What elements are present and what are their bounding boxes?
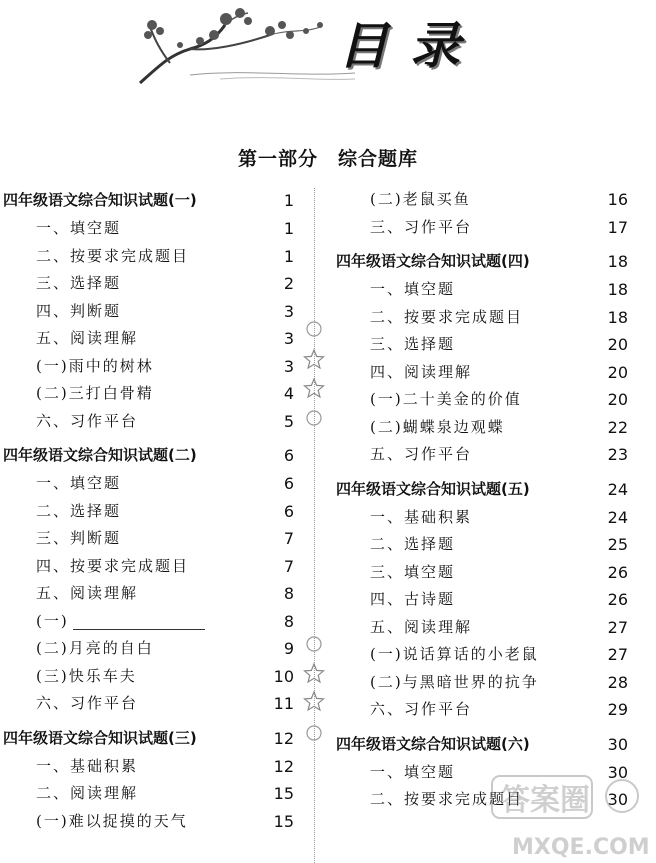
toc-page-number: 9 [283,639,294,658]
toc-entry-row[interactable] [334,504,628,532]
toc-entry-row[interactable] [334,214,628,242]
page-header [0,0,656,90]
toc-entry-title: (二)与黑暗世界的抗争 [370,672,539,691]
toc-section-title: 四年级语文综合知识试题(一) [3,191,197,209]
toc-section-row[interactable] [334,247,628,276]
toc-entry-row[interactable] [0,353,300,381]
toc-entry-title: 四、古诗题 [370,590,456,608]
toc-right-column [334,186,628,814]
toc-page-number: 11 [273,694,294,713]
page-title: 目录 [338,17,482,75]
toc-entry-row[interactable] [0,470,300,498]
toc-section-row[interactable] [334,730,628,759]
toc-entry-title: 四、阅读理解 [370,362,473,381]
toc-page-number: 1 [283,219,294,238]
star-ornament-icon [303,690,325,712]
toc-entry-title: 三、选择题 [36,274,122,292]
toc-entry-title: 一、填空题 [36,474,122,492]
toc-entry-row[interactable] [0,580,300,608]
toc-entry-title: 一、填空题 [36,219,122,237]
toc-entry-row[interactable] [334,586,628,614]
toc-section-title: 四年级语文综合知识试题(六) [336,734,530,753]
toc-page-number: 16 [607,190,628,209]
toc-entry-title: (一)说话算话的小老鼠 [370,645,539,663]
toc-entry-row[interactable] [0,498,300,526]
toc-entry-row[interactable] [334,414,628,442]
toc-entry-row[interactable] [0,780,300,808]
circle-ornament-icon [303,407,325,429]
toc-entry-row[interactable] [0,608,300,636]
toc-entry-row[interactable] [334,331,628,359]
toc-page-number: 1 [283,191,294,210]
toc-page-number: 3 [283,329,294,348]
toc-page-number: 3 [283,301,294,321]
part-heading: 第一部分 综合题库 [237,148,418,170]
toc-entry-title: (一)二十美金的价值 [370,390,522,408]
toc-page-number: 18 [607,280,628,299]
toc-entry-row[interactable] [0,690,300,718]
toc-page-number: 12 [273,756,294,776]
star-ornament-icon [303,348,325,370]
toc-entry-row[interactable] [334,696,628,724]
toc-entry-title: 一、填空题 [370,280,456,298]
toc-left-column [0,186,300,835]
toc-page-number: 27 [607,617,628,637]
toc-entry-title: 三、选择题 [370,335,456,353]
toc-section-title: 四年级语文综合知识试题(四) [336,252,530,270]
toc-entry-title: 四、判断题 [36,301,122,320]
toc-page-number: 30 [607,762,628,782]
toc-entry-title: (二)老鼠买鱼 [370,190,471,208]
toc-entry-title: 二、按要求完成题目 [36,246,190,265]
toc-page-number: 17 [607,217,628,237]
toc-section-title: 四年级语文综合知识试题(五) [336,479,530,498]
toc-section-row[interactable] [0,441,300,470]
toc-entry-title: 二、阅读理解 [36,784,139,802]
toc-page-number: 7 [283,556,294,576]
toc-section-title: 四年级语文综合知识试题(二) [3,446,197,464]
toc-entry-row[interactable] [334,386,628,414]
star-ornament-icon [303,377,325,399]
toc-entry-title: 二、选择题 [36,501,122,520]
toc-page-number: 2 [283,274,294,293]
toc-page-number: 15 [273,784,294,803]
toc-entry-title: (一) [36,611,69,630]
toc-entry-title: 一、基础积累 [36,756,139,775]
toc-page-number: 8 [283,584,294,603]
toc-page-number: 30 [607,734,628,754]
toc-page-number: 6 [283,446,294,465]
toc-entry-title: 四、按要求完成题目 [36,556,190,575]
circle-ornament-icon [303,633,325,655]
toc-entry-row[interactable] [334,559,628,587]
toc-page-number: 6 [283,501,294,521]
toc-entry-row[interactable] [334,441,628,469]
column-divider [314,188,315,863]
toc-page-number: 24 [607,507,628,527]
circle-ornament-icon [303,722,325,744]
toc-entry-title: 五、阅读理解 [36,329,139,347]
toc-entry-title: (二)月亮的自白 [36,639,154,657]
toc-entry-title: 六、习作平台 [36,411,139,430]
star-ornament-icon [303,662,325,684]
watermark-url: MXQE.COM [512,835,650,860]
toc-page-number: 20 [607,362,628,382]
toc-entry-title: 二、按要求完成题目 [370,790,524,808]
toc-entry-row[interactable] [0,635,300,663]
toc-page-number: 30 [607,790,628,809]
toc-section-row[interactable] [0,724,300,753]
toc-entry-row[interactable] [0,243,300,271]
toc-page-number: 12 [273,728,294,748]
toc-entry-row[interactable] [334,186,628,214]
toc-entry-row[interactable] [0,525,300,553]
toc-page-number: 7 [283,529,294,548]
toc-page-number: 27 [607,645,628,664]
toc-entry-row[interactable] [334,669,628,697]
toc-entry-row[interactable] [0,553,300,581]
toc-entry-title: (三)快乐车夫 [36,666,137,685]
toc-entry-row[interactable] [0,270,300,298]
toc-entry-title: 五、阅读理解 [36,584,139,602]
toc-page-number: 1 [283,246,294,266]
toc-page-number: 20 [607,335,628,354]
toc-entry-row[interactable] [334,531,628,559]
toc-page-number: 29 [607,700,628,719]
toc-entry-title: 三、填空题 [370,562,456,581]
toc-entry-row[interactable] [0,808,300,836]
toc-entry-row[interactable] [0,408,300,436]
toc-page-number: 15 [273,811,294,831]
toc-entry-title: 六、习作平台 [36,694,139,712]
toc-page-number: 24 [607,479,628,499]
toc-page-number: 18 [607,252,628,271]
toc-entry-title: (一)雨中的树林 [36,356,154,375]
blank-title-line [73,613,205,630]
toc-page-number: 8 [283,611,294,631]
toc-entry-title: 三、习作平台 [370,217,473,236]
toc-page-number: 10 [273,666,294,686]
toc-section-row[interactable] [334,475,628,504]
toc-entry-title: 二、按要求完成题目 [370,307,524,326]
toc-entry-title: 五、习作平台 [370,445,473,463]
toc-page-number: 3 [283,356,294,376]
toc-entry-row[interactable] [0,215,300,243]
toc-entry-title: (一)难以捉摸的天气 [36,811,188,830]
tree-branch-illustration [130,5,360,85]
watermark-logo [472,766,656,863]
toc-entry-row[interactable] [334,614,628,642]
toc-entry-title: 六、习作平台 [370,700,473,718]
toc-entry-title: 三、判断题 [36,529,122,547]
toc-page-number: 4 [283,384,294,403]
toc-page-number: 5 [283,411,294,431]
toc-entry-row[interactable] [0,380,300,408]
toc-page-number: 6 [283,474,294,493]
toc-section-row[interactable] [0,186,300,215]
toc-entry-row[interactable] [334,641,628,669]
toc-entry-row[interactable] [334,359,628,387]
toc-section-title: 四年级语文综合知识试题(三) [3,728,197,747]
watermark-text: 答案圈 [500,783,590,818]
toc-page-number: 23 [607,445,628,464]
toc-entry-title: 五、阅读理解 [370,617,473,636]
toc-page-number: 22 [607,417,628,437]
toc-page-number: 18 [607,307,628,327]
circle-ornament-icon [303,318,325,340]
toc-entry-title: 二、选择题 [370,535,456,553]
toc-page-number: 26 [607,590,628,609]
toc-entry-title: (二)蝴蝶泉边观蝶 [370,417,505,436]
toc-entry-row[interactable] [334,276,628,304]
toc-entry-row[interactable] [0,753,300,781]
toc-entry-title: (二)三打白骨精 [36,384,154,402]
toc-page-number: 25 [607,535,628,554]
toc-entry-row[interactable] [334,304,628,332]
toc-entry-row[interactable] [0,325,300,353]
toc-entry-title: 一、基础积累 [370,507,473,526]
toc-page-number: 20 [607,390,628,409]
toc-entry-row[interactable] [0,298,300,326]
toc-page-number: 26 [607,562,628,582]
toc-page-number: 28 [607,672,628,692]
toc-entry-title: 一、填空题 [370,762,456,781]
toc-entry-row[interactable] [0,663,300,691]
